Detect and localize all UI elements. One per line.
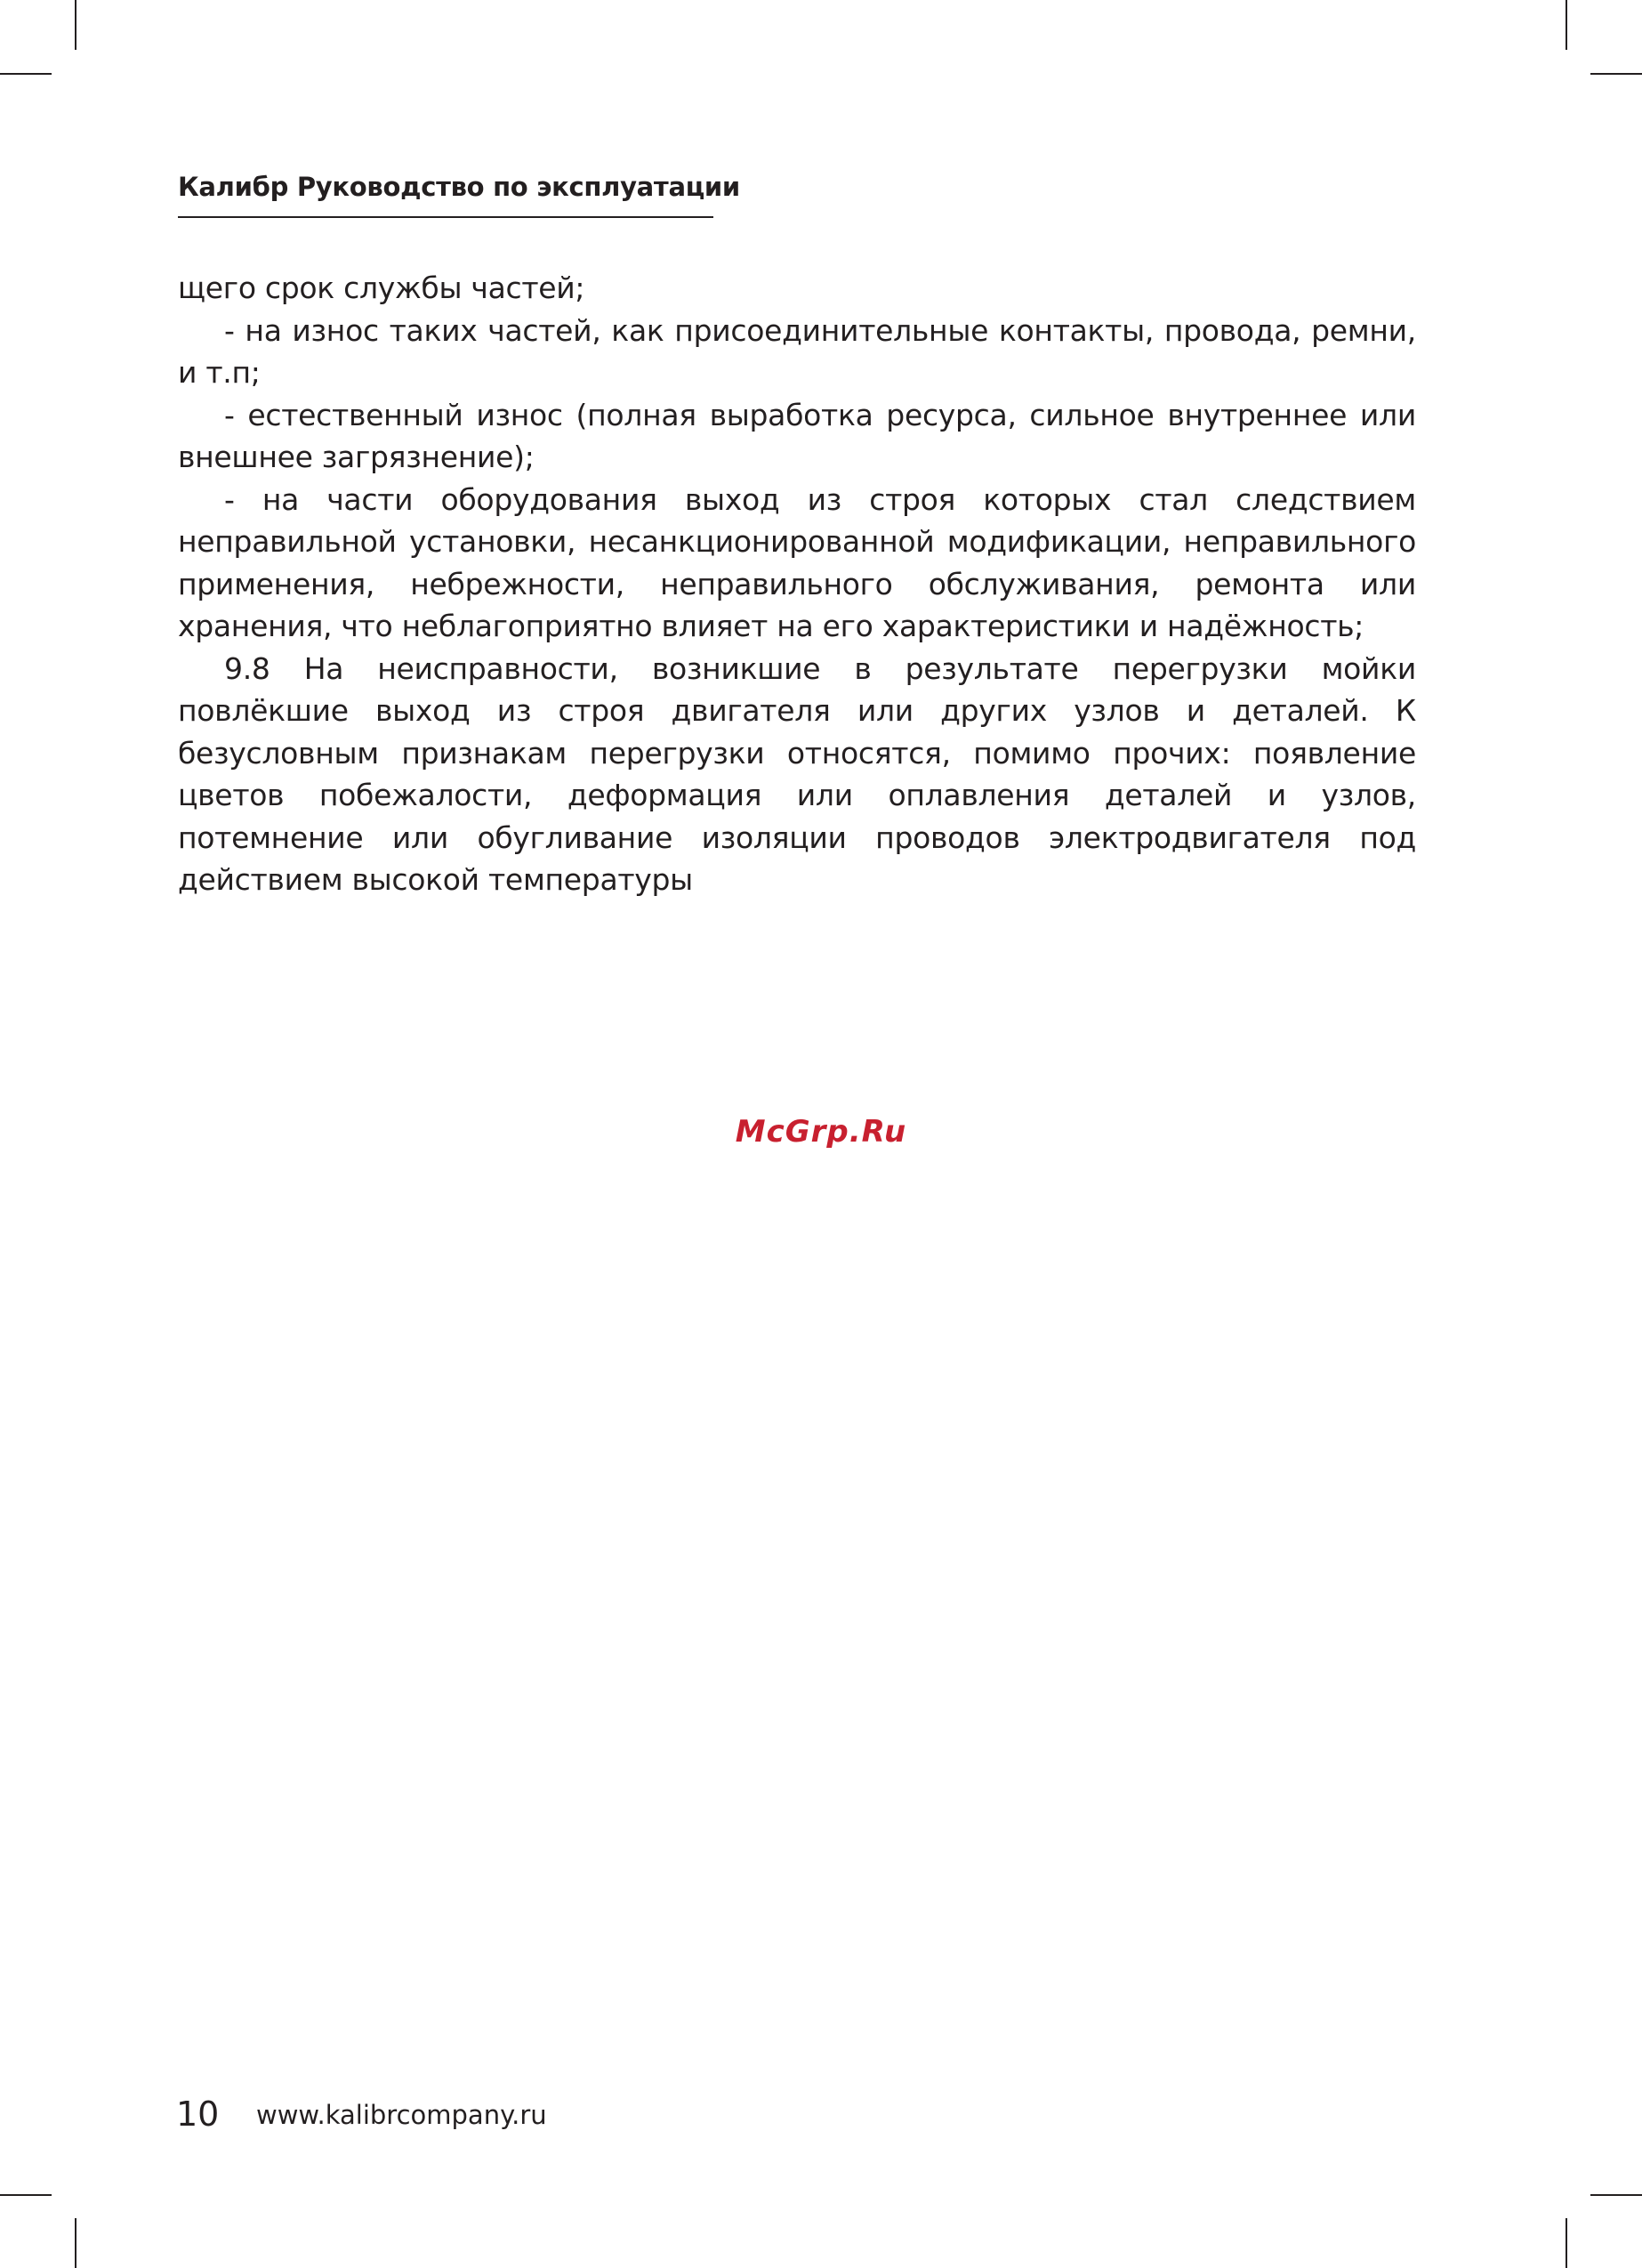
- paragraph-wear-parts: - на износ таких частей, как присоединительные контакты, провода, ремни, и т.п;: [178, 312, 1416, 390]
- paragraph-natural-wear: - естественный износ (полная выработка ресурса, сильное внутреннее или внешнее загрязнение);: [178, 397, 1416, 474]
- crop-mark-bottom-left-vertical: [75, 2218, 76, 2268]
- crop-mark-bottom-right-horizontal: [1590, 2194, 1642, 2196]
- crop-mark-top-right-horizontal: [1590, 73, 1642, 75]
- crop-mark-top-left-horizontal: [0, 73, 52, 75]
- page-number: 10: [176, 2094, 220, 2134]
- paragraph-9-8-overload: 9.8 На неисправности, возникшие в результате перегрузки мойки повлёкшие выход из строя двигателя или других узлов и деталей. К безусловным признакам перегрузки относятся, помимо прочих: появление цветов побежалости, деформация или оплавления деталей и узлов, потемнение или обугливание изоляции проводов электродвигателя под действием высокой температуры: [178, 650, 1416, 897]
- crop-mark-bottom-left-horizontal: [0, 2194, 52, 2196]
- paragraph-continuation: щего срок службы частей;: [178, 270, 585, 305]
- paragraph-improper-use: - на части оборудования выход из строя которых стал следствием неправильной установки, несанкционированной модификации, неправильного применения, небрежности, неправильного обслуживания, ремонта или хранения, что неблагоприятно влияет на его характеристики и надёжность;: [178, 481, 1416, 643]
- running-header-title: Калибр Руководство по эксплуатации: [178, 172, 740, 202]
- watermark: McGrp.Ru: [735, 1114, 907, 1150]
- crop-mark-top-right-vertical: [1566, 0, 1567, 50]
- footer-website-link[interactable]: www.kalibrcompany.ru: [256, 2100, 547, 2130]
- crop-mark-top-left-vertical: [75, 0, 76, 50]
- crop-mark-bottom-right-vertical: [1566, 2218, 1567, 2268]
- header-rule: [178, 216, 713, 218]
- body-text: [178, 267, 1416, 901]
